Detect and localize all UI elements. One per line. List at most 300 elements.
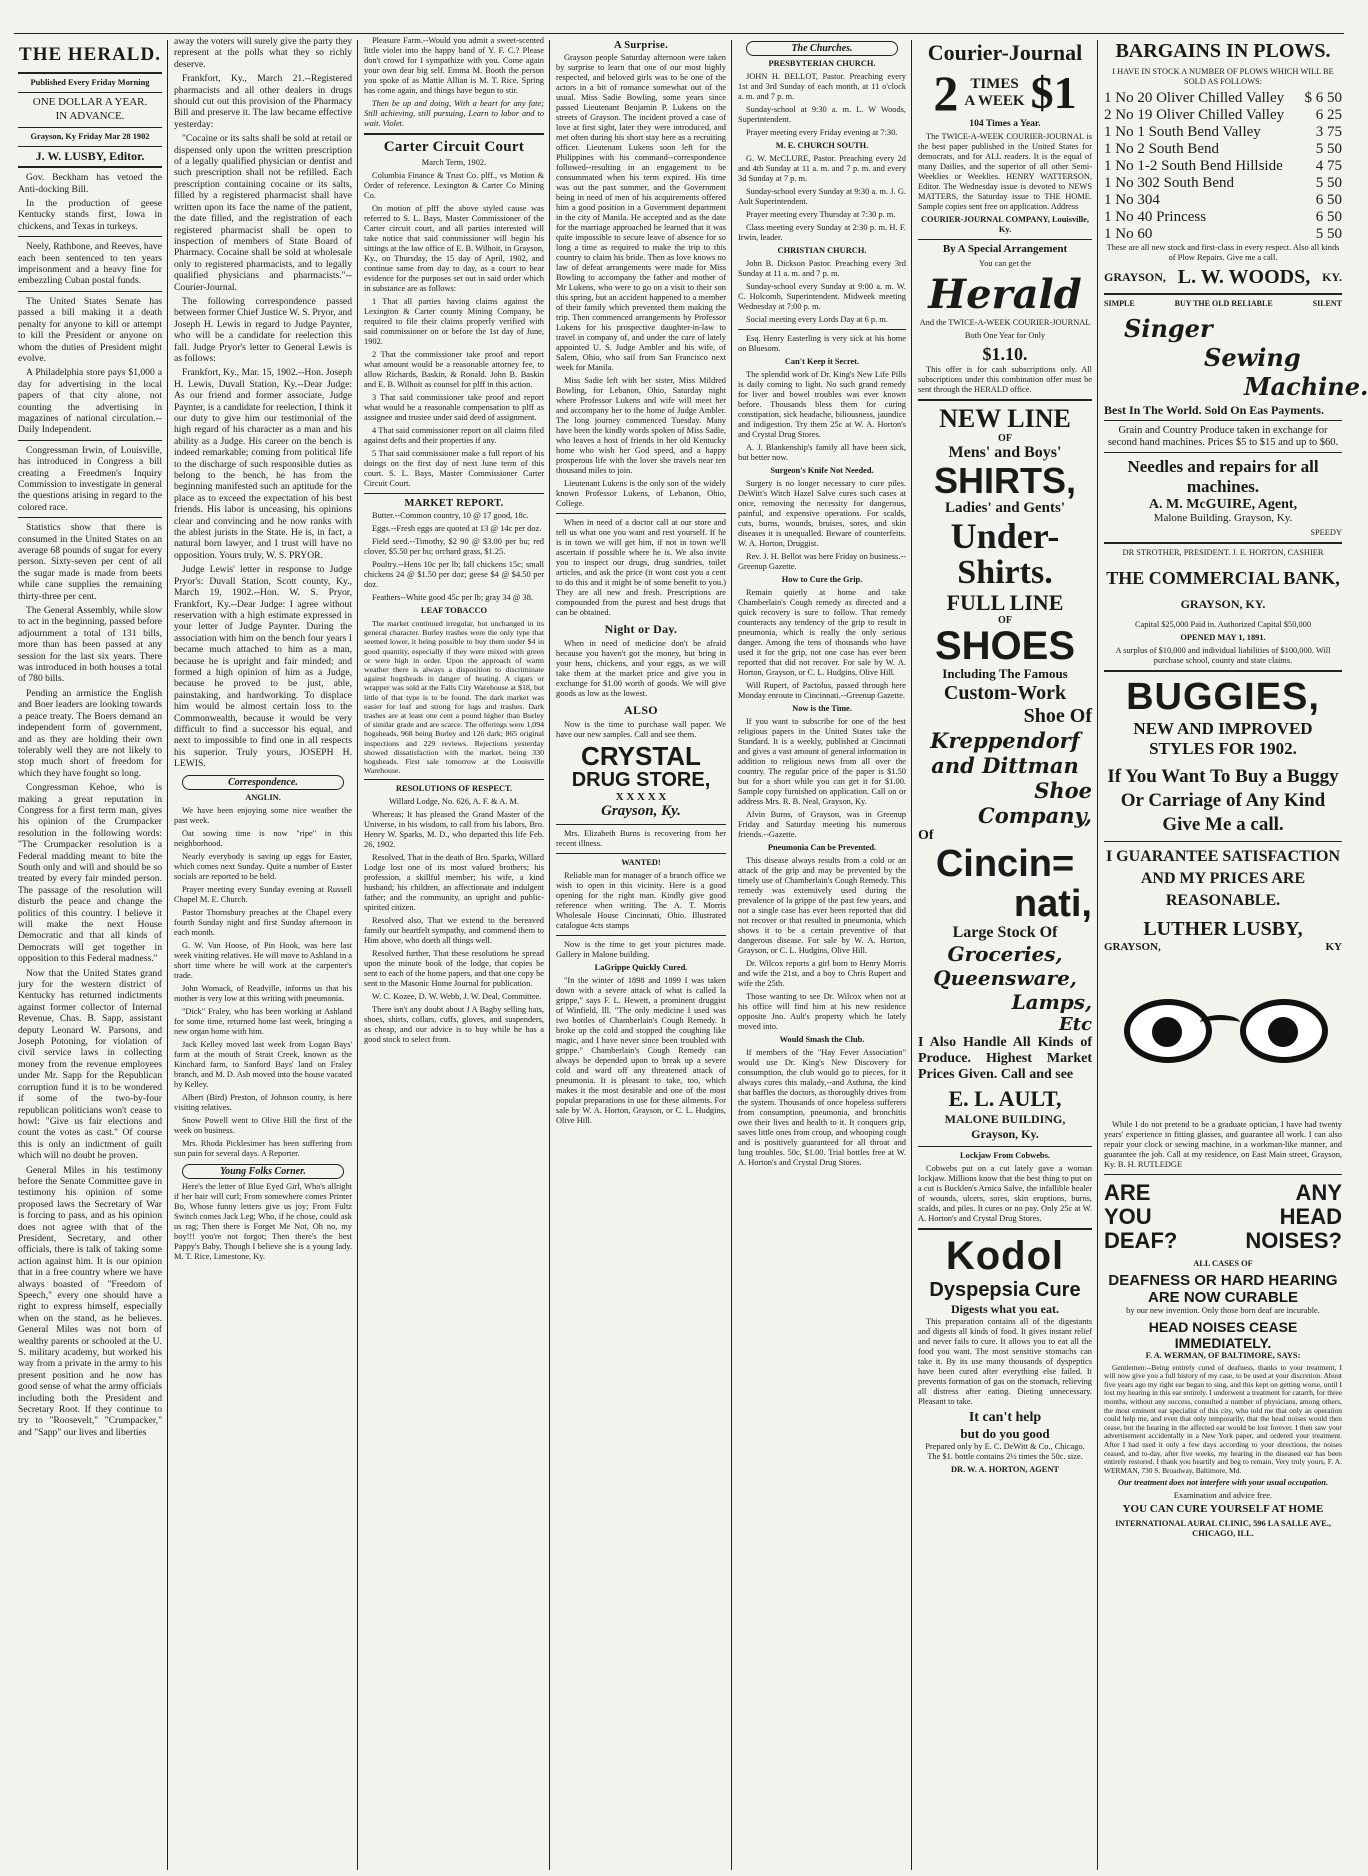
cj-offer <box>918 65 1092 121</box>
news-item: Surgery is no longer necessary to cure piles. DeWitt's Witch Hazel Salve cures such cases at once, removing the necessity for dangerous, painful, and expensive operations. For scalds, cuts, burns, wounds, bruises, sores, and skin diseases it is unequalled. Beware of counterfeits. W. A. Horton, Druggist. <box>738 479 906 548</box>
woods-state: KY. <box>1322 270 1342 284</box>
news-item: Dr. Wilcox reports a girl born to Henry Morris and wife the 21st, and a boy to Chris Rupert and wife the 25th. <box>738 959 906 988</box>
item-heading: Surgeon's Knife Not Needed. <box>770 466 874 475</box>
kreppendorf: Kreppendorf <box>930 727 1080 753</box>
column-1 <box>14 36 166 1870</box>
exam-advice: Examination and advice free. <box>1173 1491 1273 1501</box>
news-item: Gov. Beckham has vetoed the Anti-docking Bill. <box>18 172 162 195</box>
column-rule <box>731 40 732 1870</box>
published-line: Published Every Friday Morning <box>30 78 150 87</box>
column-4 <box>552 36 730 1870</box>
column-7 <box>1100 36 1368 1870</box>
court-term: March Term, 1902. <box>421 158 487 167</box>
divider <box>918 1146 1092 1147</box>
buy-label: BUY THE OLD RELIABLE <box>1174 299 1273 308</box>
plow-name: 1 No 304 <box>1104 192 1160 208</box>
optician-text: While I do not pretend to be a graduate optician, I have had twenty years' experience in fitting glasses, and guarantee all work. I can also repair your clock or sewing machine, in a workman-like manner, and guarantee the job. Call at my residence, on East Main street, Grayson, Ky. B. H. RUTLEDGE <box>1104 1119 1342 1169</box>
drug-store-heading: DRUG STORE, <box>571 769 711 791</box>
bargains-sub: I HAVE IN STOCK A NUMBER OF PLOWS WHICH WILL BE SOLD AS FOLLOWS: <box>1112 67 1334 86</box>
ault-building: MALONE BUILDING, <box>944 1111 1066 1126</box>
news-item: Pending an armistice the English and Boer leaders are looking towards a peace treaty. The Boers demand an independent form of government, and as they are holding their own tolerably well they are not likely to stop much short of freedom for which they have fought so long. <box>18 687 162 779</box>
bank-surplus: A surplus of $10,000 and individual liabilities of $100,000. Will purchase school, county and state claims. <box>1115 645 1331 665</box>
item-heading: How to Cure the Grip. <box>781 575 863 584</box>
church-item: Sunday-school at 9:30 a. m. L. W Woods, Superintendent. <box>738 105 906 124</box>
crystal-city: Grayson, Ky. <box>601 803 681 819</box>
news-item: The United States Senate has passed a bill making it a death penalty for anyone to kill or attempt to kill the President or anyone on whom the duties of President might evolve. <box>18 295 162 364</box>
item-heading: Now is the Time. <box>792 704 852 713</box>
news-item: "Cocaine or its salts shall be sold at retail or dispensed only upon the written prescription of a legally qualified physician or dentist and such prescription shall not be refilled. Each prescription containing cocaine or its salts, filled by a registered pharmacist shall have written upon its face the name of the patient, the date filled, and the registration of each registered pharmacist shall be open to inspection of members of State Board of Pharmacy. Cocaine shall be sold at wholesale only to registered pharmacists, and to legally qualified physicians and pharmacists."--Courier-Journal. <box>174 133 352 293</box>
cj-104: 104 Times a Year. <box>969 118 1041 129</box>
speedy-label: SPEEDY <box>1310 527 1342 537</box>
news-item: When in need of a doctor call at our store and tell us what one you want and rest yourself. If he is in town we will get him, if not in town we'll ascertain if possible where he is. We also invite you to inspect our drugs, drug sundries, toilet articles, and ask the price (it wont cost you a cent to do this and it might be of some benefit to you.) They are all new and fresh. Prescriptions are compounded from the purest and best drugs that can be obtained. <box>556 518 726 617</box>
corr-item: We have been enjoying some nice weather the past week. <box>174 805 352 825</box>
item-heading: Can't Keep it Secret. <box>784 357 860 366</box>
plow-row <box>1104 90 1342 107</box>
church-item: Class meeting every Sunday at 2:30 p. m. H. F. Irwin, leader. <box>738 223 906 242</box>
cj-company: COURIER-JOURNAL COMPANY, Louisville, Ky. <box>921 215 1089 235</box>
news-item: This disease always results from a cold or an attack of the grip and may be prevented by the timely use of Chamberlain's Cough Remedy. This remedy was extensively used during the prevalence of la grippe of the past few years, and not a single case has ever been reported that did not recover or that resulted in pneumonia, which shows it to be a certain preventive of that dangerous disease. For sale by W. A. Horton, Grayson, or C. L. Hudgins, Olive Hill. <box>738 856 906 955</box>
plow-price: 6 50 <box>1315 209 1342 225</box>
shirts2: Shirts. <box>957 553 1053 591</box>
surprise-heading: A Surprise. <box>613 40 669 51</box>
combo-price: $1.10. <box>982 343 1028 364</box>
news-item: Statistics show that there is consumed in the United States on an average 68 pounds of sugar for every person. Sixty-seven per cent of all the sugar made is made from beets while cane supplies the remaining thirty-three per cent. <box>18 522 162 602</box>
head-noises-cease: HEAD NOISES CEASE IMMEDIATELY. <box>1148 1318 1298 1351</box>
divider <box>556 935 726 936</box>
luther-state: KY <box>1325 940 1342 953</box>
lockjaw-heading: Lockjaw From Cobwebs. <box>960 1150 1050 1160</box>
news-item: A Philadelphia store pays $1,000 a day for advertising in the local papers of that city alone, not counting the advertising in magazines of national circulation.--Daily Independent. <box>18 367 162 436</box>
item-heading: Pneumonia Can be Prevented. <box>767 843 877 852</box>
church-heading: M. E. CHURCH SOUTH. <box>775 141 869 150</box>
bank-name: THE COMMERCIAL BANK, <box>1106 567 1340 588</box>
bank-officers: DR STROTHER, PRESIDENT. J. E. HORTON, CASHIER <box>1122 547 1324 557</box>
shoe-word: Shoe <box>1034 777 1092 803</box>
deafness-curable: DEAFNESS OR HARD HEARING ARE NOW CURABLE <box>1108 1271 1338 1306</box>
best-line: Best In The World. Sold On Eas Payments. <box>1104 403 1324 417</box>
plow-price: 6 50 <box>1315 192 1342 208</box>
column-3 <box>360 36 548 1870</box>
market-item: Field seed.--Timothy, $2 90 @ $3.00 per bu; red clover, $5.50 per bu; orchard grass, $1.25. <box>364 537 544 556</box>
news-item: In the production of geese Kentucky stands first, Iowa in chickens, and Texas in turkeys. <box>18 198 162 232</box>
both-one-year: Both One Year for Only <box>964 330 1046 340</box>
news-item: Lieutenant Lukens is the only son of the widely known Professor Lukens, of Lebanon, Ohio, College. <box>556 479 726 508</box>
arrangement: By A Special Arrangement <box>942 243 1068 256</box>
news-item: Now that the United States grand jury for the western district of Kentucky has returned indictments against former collector of Internal Revenue, Chas. B. Sapp, assistant deputy Leonard W. Parsons, and Joseph Potoning, for violation of civil service laws in collecting money from the revenue employees under Mr. Sapp for the Republican corruption fund it is to be wondered if some of the two-by-four republican politicians won't cease to howl: "Give us fair elections and count the votes as cast." Of course this is only an indictment of guilt which will no doubt be proven. <box>18 967 162 1162</box>
divider <box>1104 670 1342 672</box>
divider <box>918 1228 1092 1230</box>
divider <box>18 291 162 292</box>
resolution-item: Resolved also, That we extend to the bereaved family our heartfelt sympathy, and commend them to Him above, who doeth all things well. <box>364 916 544 946</box>
top-rule <box>14 33 1344 34</box>
news-item: Will Rupert, of Pactolus, passed through here Monday enroute to Cincinnati.--Greenup Gazette. <box>738 681 906 700</box>
plow-name: 1 No 40 Princess <box>1104 209 1207 225</box>
cj-text: The TWICE-A-WEEK COURIER-JOURNAL is the best paper published in the United States for democrats, and for ALL readers. It is the equal of many Dailies, and the superior of all other Semi-Weeklies or Weeklies. HENRY WATTERSON, Editor. The Wednesday issue is devoted to NEWS MATTERS, the Saturday issue to THE HOME. Sample copies sent free on application. Address <box>918 132 1092 212</box>
resolutions-heading: RESOLUTIONS OF RESPECT. <box>395 784 513 794</box>
corr-item: Prayer meeting every Sunday evening at Russell Chapel M. E. Church. <box>174 884 352 904</box>
column-2 <box>170 36 356 1870</box>
court-item: 5 That said commissioner make a full report of his doings on the first day of next June term of this court. S. L. Bays, Master Commissioner Carter Circuit Court. <box>364 449 544 488</box>
corr-item: Nearly everybody is saving up eggs for Easter, which comes next Sunday. Quite a number of Easter socials are reported to be held. <box>174 851 352 881</box>
anglin-heading: ANGLIN. <box>245 792 281 802</box>
plow-price: 5 50 <box>1315 141 1342 157</box>
plow-row <box>1104 175 1342 192</box>
news-item: The splendid work of Dr. King's New Life Pills is daily coming to light. No such grand remedy for liver and bowel troubles was ever known before. Thousands bless them for curing constipation, sick headache, biliousness, jaundice and indigestion. Try them 25c at W. A. Horton's and Crystal Drug Stores. <box>738 370 906 439</box>
plow-price: 3 75 <box>1315 124 1342 140</box>
resolution-item: Resolved, That in the death of Bro. Sparks, Willard Lodge lost one of its most valued brothers; his profession, a skillful member; his wife, a kind husband; his children, an affectionate and indulgent father; and the community, an upright and public-spirited citizen. <box>364 853 544 913</box>
bargains-heading: BARGAINS IN PLOWS. <box>1115 40 1331 62</box>
divider <box>18 72 162 74</box>
court-heading: Carter Circuit Court <box>383 139 525 155</box>
corr-item: Snow Powell went to Olive Hill the first of the week on business. <box>174 1115 352 1135</box>
cure-home: YOU CAN CURE YOURSELF AT HOME <box>1122 1503 1324 1516</box>
market-item: Poultry.--Hens 10c per lb; fall chickens 15c; small chickens 24 @ $1.50 per doz; geese $4 @ $4.50 per doz. <box>364 560 544 589</box>
news-item: There isn't any doubt about J A Bagby selling hats, shoes, shirts, collars, cuffs, gloves, and suspenders, as cheap, and our advice is to buy while he has a good stock to select from. <box>364 1005 544 1045</box>
right-eye <box>1268 1017 1298 1047</box>
company-word: Company, <box>977 802 1092 828</box>
church-item: John B. Dickson Pastor. Preaching every 3rd Sunday at 11 a. m. and 7 p. m. <box>738 259 906 278</box>
news-item: Frankfort, Ky., March 21.--Registered pharmacists and all other dealers in drugs should cut out this provision of the Pharmacy Bill and preserve it. The law became effective yesterday: <box>174 73 352 130</box>
court-item: 1 That all parties having claims against the Lexington & Carter county Mining Company, be required to file their claims properly verified with said commissioner on or before the 1st day of June, 1902. <box>364 297 544 346</box>
news-item: Mrs. Elizabeth Burns is recovering from her recent illness. <box>556 829 726 848</box>
deaf-heading <box>1104 1181 1342 1253</box>
shirts: SHIRTS, <box>933 459 1076 501</box>
church-item: Prayer meeting every Thursday at 7:30 p. m. <box>746 210 896 219</box>
dyspepsia-cure: Dyspepsia Cure <box>929 1278 1081 1301</box>
dateline: Grayson, Ky Friday Mar 28 1902 <box>30 131 150 141</box>
crystal-ornament: X X X X X <box>615 791 667 803</box>
church-item: Prayer meeting every Friday evening at 7:30. <box>746 128 898 137</box>
herald-script: Herald <box>928 270 1082 318</box>
news-item: Neely, Rathbone, and Reeves, have each been sentenced to ten years imprisonment and a heavy fine for embezzling Cuban postal funds. <box>18 241 162 287</box>
divider <box>738 329 906 330</box>
divider <box>364 493 544 494</box>
including: Including The Famous <box>942 665 1068 681</box>
get-the: You can get the <box>979 258 1031 268</box>
leaf-tobacco-heading: LEAF TOBACCO <box>420 606 488 615</box>
groceries: Groceries, <box>947 941 1063 966</box>
column-rule <box>549 40 550 1870</box>
sewing-word: Sewing <box>1204 343 1301 372</box>
news-item: If members of the "Hay Fever Association" would use Dr. King's New Discovery for consumption, the club would go to pieces, for it always cures this malady,--and Asthma, the kind that baffles the doctors, as thoroughly drives from the system. Thousands of once hopeless sufferers from consumption, pneumonia, and bronchitis owe their lives and health to it. It conquers grip, saves little ones from croup, and whooping cough and is positively guaranteed for all throat and lung troubles. 50c, $1.00. Trial bottles free at W. A. Horton's and Crystal Drug Stores. <box>738 1048 906 1167</box>
market-item: Eggs.--Fresh eggs are quoted at 13 @ 14c per doz. <box>372 524 542 533</box>
new-invention: by our new invention. Only those born deaf are incurable. <box>1126 1305 1320 1315</box>
night-or-day-heading: Night or Day. <box>604 622 678 636</box>
item-heading: Would Smash the Club. <box>779 1035 865 1044</box>
woods-line <box>1104 266 1342 289</box>
woods-name: L. W. WOODS, <box>1177 266 1311 288</box>
buggy-line-1: If You Want To Buy a Buggy <box>1107 765 1339 787</box>
news-item: Grayson people Saturday afternoon were taken by surprise to learn that one of our most highly respected, and beloved girls was to be one of the actors in a bit of romance somewhat out of the usual. Miss Sadie Bowling, some years since passed Lieutenant Benjamin P. Lukens on the streets of Grayson. The incident proved a case of love at first sight, later they were introduced, and met often during his short stay here as a recruiting officer. Lieutenant Lukens soon left for the Philippines with his command--correspondence followed--resulting in an engagement to be consummated when his term expired. His time was out the past summer, and the Government being in need of men of his acquirements offered him a good position in a Government department in the city of Manila. He accepted and as the date for the marriage approached he learned that it was quite impossible to secure leave of absence for so long a time as required to make the trip to this country to claim his bride. Then as love knows no law of defeat arrangements were made for Miss Bowling to accompany the father and mother of Mr Lukens, who were to go on a visit to their son this spring, but an accident happened to a member of their family which prevented them making the trip. Then commenced arrangements by Professor Lukens for his prospective daughter-in-law to travel in company of, and under the care of lately appointed U. S. Judge Ambler and his wife, of Salem, Ohio, who sail from San Francisco next week for Manila. <box>556 53 726 372</box>
left-eye <box>1152 1017 1182 1047</box>
divider <box>364 779 544 780</box>
nati: nati, <box>1013 882 1092 925</box>
news-item: Now is the time to get your pictures made. Gallery in Malone building. <box>556 940 726 959</box>
clinic-address: INTERNATIONAL AURAL CLINIC, 596 LA SALLE AVE., CHICAGO, ILL. <box>1115 1518 1331 1538</box>
column-rule <box>911 40 912 1870</box>
divider <box>18 127 162 128</box>
crystal-heading: CRYSTAL <box>581 741 701 771</box>
church-item: Sunday-school every Sunday at 9:30 a. m. J. G. Ault Superintendent. <box>738 187 906 206</box>
under: Under- <box>950 515 1060 556</box>
corr-item: Pastor Thornsbury preaches at the Chapel every fourth Sunday night and first Sunday afternoon in each month. <box>174 907 352 937</box>
all-cases: ALL CASES OF <box>1193 1258 1253 1268</box>
divider <box>18 92 162 93</box>
corr-item: Mrs. Rhoda Picklesimer has been suffering from sun pain for several days. A Reporter. <box>174 1138 352 1158</box>
and-the: And the TWICE-A-WEEK COURIER-JOURNAL <box>919 317 1091 327</box>
divider <box>556 853 726 854</box>
wanted-heading: WANTED! <box>621 858 661 867</box>
full-line: FULL LINE <box>946 589 1064 615</box>
night-or-day-text: When in need of medicine don't be afraid because you haven't got the money, but bring in your hens, chickens, and your eggs, as we will take them at the market price and give you in exchange for $1.00 worth of goods. We will give goods as low as the lowest. <box>556 639 726 698</box>
news-item: Miss Sadie left with her sister, Miss Mildred Bowling, for Lebanon, Ohio, Saturday night where Professor Lukens and wife will meet her and accompany her to the home of Judge Ambler. The long journey commenced Tuesday. Many have been the kindly words spoken of Miss Sadie, who leaves a host of friends in her old Kentucky home who wish her God speed, and a happy prosperous life with the lover she travels near ten thousand miles to join. <box>556 376 726 475</box>
divider <box>18 146 162 147</box>
plow-row <box>1104 209 1342 226</box>
digests: Digests what you eat. <box>951 1301 1059 1316</box>
corr-item: Jack Kelley moved last week from Logan Bays' farm at the mouth of Strait Creek, known as the Kinchard farm, to Sanford Bays' land on Fraley branch, and M. D. Ash moved into the house vacated by Kelley. <box>174 1039 352 1089</box>
horton-agent: DR. W. A. HORTON, AGENT <box>951 1464 1059 1474</box>
advance-line: IN ADVANCE. <box>55 110 125 123</box>
resolution-item: W. C. Kozee, D. W. Webb, J. W. Deal, Committee. <box>372 992 542 1002</box>
lamps: Lamps, <box>1011 989 1092 1014</box>
news-item: Judge Lewis' letter in response to Judge Pryor's: Duvall Station, Scott county, Ky., March 19, 1902.--Hon. W. S. Pryor, Frankfort, Ky.--Dear Judge: I agree without reservation with a high estimate expressed in your letter of Judge Paynter. During the association with him on the bench four years I became much attached to him as a man, because he is upright and fair minded; and formed a high opinion of him as a Judge, because he proved to be just, able, painstaking, and hardworking. To displace him would be almost certain loss to the Commonwealth, because it would be very difficult to find a successor his equal, and next to impossible to find one in all respects his superior. Truly yours, JOSEPH H. LEWIS. <box>174 564 352 770</box>
lagrippe-heading: LaGrippe Quickly Cured. <box>594 963 688 972</box>
news-item: Frankfort, Ky., Mar. 15, 1902.--Hon. Joseph H. Lewis, Duvall Station, Ky.--Dear Judge: As our friend and former associate, Judge Paynter, is a candidate for reelection, I think it our duty to give him our testimonial of the high regard of his character as a man and his ability as a Judge. His career on the bench is indeed remarkable; coming from political life to the discharge of such responsible duties as belong to the bench, he has from the beginning manifested such an aptitude for the place as to exceed the expectation of his best friends. His labor is unceasing, his opinions clear and convincing and he now ranks with the ablest jurists in the State. He is, in fact, a natural born lawyer, and I trust will have no opposition. Yours truly, W. S. PRYOR. <box>174 367 352 561</box>
mens-boys: Mens' and Boys' <box>948 443 1062 461</box>
mcguire-name: A. M. McGUIRE, Agent, <box>1148 497 1298 513</box>
divider <box>1104 420 1342 421</box>
divider <box>1104 841 1342 842</box>
but-do: but do you good <box>960 1425 1050 1441</box>
plow-name: 1 No 60 <box>1104 226 1153 242</box>
of-word: OF <box>998 432 1012 444</box>
plow-row <box>1104 107 1342 124</box>
also-heading: ALSO <box>624 703 658 717</box>
news-item: Congressman Kehoe, who is making a great reputation in Congress for a first term man, gives his opinion of the Crumpacker resolution in the following words: "The Crumpacker resolution is a Federal madding meant to bite the South only and will and should be so treated by every fair minded person. The passage of the resolution will disturb the peace and change the politics of this country. I believe it will make the next House Democratic and that all kinds of Democrats will get together in opposition to this Federal madness." <box>18 782 162 965</box>
divider <box>1104 452 1342 453</box>
also-text: Now is the time to purchase wall paper. We have our new samples. Call and see them. <box>556 720 726 739</box>
corr-item: Oat sowing time is now "ripe" in this neighborhood. <box>174 828 352 848</box>
spectacles-illustration <box>1104 959 1342 1114</box>
large-stock: Large Stock Of <box>952 923 1058 941</box>
resolution-item: Resolved further, That these resolutions be spread upon the minute book of the lodge, that copies be sent to each of the home papers, and that one copy be sent to the Masonic Home Journal for publication. <box>364 949 544 989</box>
news-item: away the voters will surely give the party they represent at the polls what they so richly deserve. <box>174 36 352 70</box>
corr-item: "Dick" Fraley, who has been working at Ashland for some time, returned home last week, bringing a new organ home with him. <box>174 1006 352 1036</box>
church-item: Sunday-school every Sunday at 9:00 a. m. W. C. Holcomb, Superintendent. Midweek meeting Wednesday at 7:00 p. m. <box>738 282 906 311</box>
news-item: Remain quietly at home and take Chamberlain's Cough remedy as directed and a quick recovery is sure to follow. That remedy counteracts any tendency of the grip to result in pneumonia, which is really the only serious danger. Among the tens of thousands who have used it for the grip, not one case has ever been reported that did not recover. For sale by W. A. Horton, Grayson, or C. L. Hudgins, Olive Hill. <box>738 588 906 677</box>
of-word: OF <box>998 614 1012 626</box>
divider <box>18 166 162 168</box>
ault-city: Grayson, Ky. <box>971 1126 1039 1141</box>
divider <box>918 239 1092 240</box>
courier-journal-title: Courier-Journal <box>927 40 1083 65</box>
lagrippe-text: "In the winter of 1898 and 1899 I was taken down with a severe attack of what is called la grippe," says F. L. Hewett, a prominent druggist of Winfield, Ill. "The only medicine I used was two bottles of Chamberlain's Cough Remedy. It broke up the cold and stopped the coughing like magic, and I have never since been troubled with grippe." Chamberlain's Cough Remedy can always be depended upon to break up a severe cold and ward off any threatened attack of pneumonia. It is pleasant to take, too, which makes it the most desirable and one of the most popular preparations in use for these ailments. For sale by W. A. Horton, Grayson, or C. L. Hudgins, Olive Hill. <box>556 976 726 1125</box>
news-item: The following correspondence passed between former Chief Justice W. S. Pryor, and Joseph H. Lewis in regard to Judge Paynter, who will be a candidate for reelection this fall. Judge Pryor's letter to General Lewis is as follows: <box>174 295 352 364</box>
right-lens <box>1240 999 1328 1063</box>
of-word: Of <box>918 827 934 843</box>
plow-name: 1 No 302 South Bend <box>1104 175 1235 191</box>
divider <box>556 513 726 514</box>
new-line: NEW LINE <box>939 403 1071 433</box>
plow-price: 4 75 <box>1315 158 1342 174</box>
leaf-tobacco-text: The market continued irregular, but unchanged in its general character. Burley trashes were the only type that seemed lower, it being possible to buy them under $4 in good quantity, especially if they were mixed with green or were high in order. Upon the approach of warm weather there is always a disposition to discriminate against hogsheads in danger of heating. A cigars or wrapper was sold at the Falls City Warehouse at $18, but little of that type is to be found. The dark market was easier for leaf and strong for lugs and trashes. Dark trashes are at least one cent a pound higher than Burley of similar grade and are scarce. The offerings were 1,094 hogsheads, 968 being Burley and 126 dark; 865 original inspections and 229 reviews. Rejections yesterday showed dissatisfaction with the market, being 330 hogsheads. First sale tomorrow at the Louisville Warehouse. <box>364 619 544 776</box>
divider <box>556 824 726 825</box>
divider <box>364 133 544 135</box>
buggies-heading: BUGGIES, <box>1126 675 1320 718</box>
guarantee: I GUARANTEE SATISFACTION AND MY PRICES ARE REASONABLE. <box>1105 847 1341 909</box>
divider <box>18 517 162 518</box>
news-item: Rev. J. H. Bellot was here Friday on business.--Greenup Gazette. <box>738 552 906 571</box>
church-heading: PRESBYTERIAN CHURCH. <box>768 59 876 68</box>
buggy-line-2: Or Carriage of Any Kind <box>1120 789 1326 811</box>
cj-times-block <box>964 76 1024 110</box>
church-heading: CHRISTIAN CHURCH. <box>777 246 867 255</box>
bank-opened: OPENED MAY 1, 1891. <box>1180 632 1266 642</box>
resolution-item: Whereas; It has pleased the Grand Master of the Universe, in his wisdom, to call from his labors, Bro. Henry W. Sparks, M. D., who departed this life Feb. 26, 1902. <box>364 810 544 850</box>
news-item: Those wanting to see Dr. Wilcox when not at his office will find him at his new residence opposite Jno. Ault's property which he lately moved into. <box>738 992 906 1031</box>
are-you-deaf: ARE YOU DEAF? <box>1104 1179 1178 1253</box>
lockjaw-text: Cobwebs put on a cut lately gave a woman lockjaw. Millions know that the best thing to put on a cut is Bucklen's Arnica Salve, the infallible healer of wounds, ulcers, sores, skin eruptions, burns, scalds, and piles. It cures or no pay. Only 25c at W. A. Horton's and Crystal Drug Stores. <box>918 1163 1092 1223</box>
cj-two: 2 <box>933 65 959 121</box>
plow-name: 1 No 2 South Bend <box>1104 141 1220 157</box>
singer-word: Singer <box>1124 314 1213 343</box>
silent-label: SILENT <box>1312 299 1342 308</box>
wanted-text: Reliable man for manager of a branch office we wish to open in this vicinity. Here is a good opening for the right man. Kindly give good reference when writing. The A. T. Morris Wholesale House Cincinnati, Ohio. Illustrated catalogue 4cts stamps <box>556 871 726 930</box>
plow-price: 5 50 <box>1315 175 1342 191</box>
court-item: 2 That the commissioner take proof and report what amount would be a reasonable attorney fee, to allow Richards, Baskin, & Ronald. John B. Baskin and E. B. Wilhoit as counsel for plff in this action. <box>364 350 544 389</box>
luther-city: GRAYSON, <box>1104 940 1161 953</box>
cj-times: TIMES <box>970 76 1019 92</box>
plow-list <box>1104 90 1342 243</box>
kodol-co: Prepared only by E. C. DeWitt & Co., Chicago. The $1. bottle contains 2½ times the 50c. size. <box>925 1441 1085 1461</box>
ladies-gents: Ladies' and Gents' <box>944 499 1066 516</box>
plow-price: 5 50 <box>1315 226 1342 242</box>
divider <box>18 236 162 237</box>
produce-text: I Also Handle All Kinds of Produce. Highest Market Prices Given. Call and see <box>918 1034 1092 1082</box>
price-line: ONE DOLLAR A YEAR. <box>32 96 148 108</box>
market-heading: MARKET REPORT. <box>404 498 504 509</box>
column-rule <box>357 40 358 1870</box>
divider <box>918 399 1092 401</box>
any-head-noises: ANY HEAD NOISES? <box>1245 1179 1342 1253</box>
news-item: General Miles in his testimony before the Senate Committee gave in testimony his opinion of some proposed laws the Secretary of War is forcing to pass, and as his opinion does not agree with that of the President, Secretary, and other officials, there is talk of taking some action against him. It is our opinion that in a free country where we have always boasted of "Freedom of Speech," every one should have a right to express himself, especially when on the stand, as he believes. General Miles was not born of wealthy parents or schooled at the U. S. military academy, but worked his way from a private in the army to his present position and he now has good sense of what the army officials including both the President and Secretary Root. If they continue to try to "Roosevelt," "Crumpacker," and "Sapp" our lives and liberties <box>18 1164 162 1438</box>
divider <box>1104 1174 1342 1175</box>
woods-city: GRAYSON, <box>1104 270 1166 284</box>
news-item: Congressman Irwin, of Louisville, has introduced in Congress a bill creating a Freedmen's Inquiry Commission to investigate in general the questions arising in regard to the colored race. <box>18 444 162 513</box>
news-item: Alvin Burns, of Grayson, was in Greenup Friday and Saturday meeting his numerous friends.--Gazette. <box>738 810 906 839</box>
dittman: and Dittman <box>931 752 1079 778</box>
divider <box>1104 542 1342 544</box>
young-folks-heading: Young Folks Corner. <box>182 1164 344 1179</box>
bank-capital: Capital $25,000 Paid in. Authorized Capital $50,000 <box>1134 619 1312 629</box>
grain-line: Grain and Country Produce taken in exchange for second hand machines. Prices $5 to $15 and up to $60. <box>1107 425 1339 448</box>
court-item: 4 That said commissioner report on all claims filed against defts and their properties if any. <box>364 426 544 445</box>
column-rule <box>1097 40 1098 1870</box>
plow-name: 1 No 20 Oliver Chilled Valley <box>1104 90 1285 106</box>
bank-city: GRAYSON, KY. <box>1180 596 1266 611</box>
plow-row <box>1104 158 1342 175</box>
combo-note: This offer is for cash subscriptions only. All subscriptions under this combination offer must be sent through the HERALD office. <box>918 364 1092 394</box>
plow-row <box>1104 192 1342 209</box>
new-improved: NEW AND IMPROVED STYLES FOR 1902. <box>1133 718 1313 758</box>
resolutions-sub: Willard Lodge, No. 626, A. F. & A. M. <box>389 797 519 807</box>
luther-city-line <box>1104 941 1342 953</box>
church-item: JOHN H. BELLOT, Pastor. Preaching every 1st and 3rd Sunday of each month, at 11 o'clock a. m. and 7 p. m. <box>738 72 906 101</box>
queensware: Queensware, <box>933 965 1077 990</box>
plows-note: These are all new stock and first-class in every respect. Also all kinds of Plow Repairs. Give me a call. <box>1106 243 1340 262</box>
divider <box>1104 293 1342 295</box>
testimonial: Gentlemen:--Being entirely cured of deafness, thanks to your treatment, I will now give you a full history of my case, to be used at your discretion. About five years ago my right ear began to sing, and this kept on getting worse, until I lost my hearing in this ear entirely. I underwent a treatment for catarrh, for three months, without any success, consulted a number of physicians, among others, the most eminent ear specialist of this city, who told me that only an operation could help me, and even that only temporarily, that the head noises would then cease, but the hearing in the affected ear would be lost forever. I then saw your advertisement accidentally in a New York paper, and ordered your treatment. After I had used it only a few days according to your directions, the noises ceased, and to-day, after five weeks, my hearing in the diseased ear has been entirely restored. I thank you heartily and beg to remain, Very truly yours, F. A. WERMAN, 730 S. Broadway, Baltimore, Md. <box>1104 1362 1342 1475</box>
market-item: Butter.--Common country, 10 @ 17 good, 18c. <box>372 511 529 520</box>
custom-work: Custom-Work <box>943 681 1067 704</box>
machine-word: Machine. <box>1244 372 1368 401</box>
news-item: Pleasure Farm.--Would you admit a sweet-scented little violet into the happy band of Y. F. C.? Please don't crowd for I sympathize with you. Come again your own dear big self. Emma M. Booth the person you spoke of as Mattie Allian is M. T. Rice. Spring has come again, and things have begun to stir. <box>364 36 544 95</box>
court-item: Columbia Finance & Trust Co. plff., vs Motion & Order of reference. Lexington & Carter Co Mining Co. <box>364 171 544 200</box>
church-item: Social meeting every Lords Day at 6 p. m. <box>746 315 888 324</box>
court-item: On motion of plff the above styled cause was referred to S. L. Bays, Master Commissioner of the Carter circuit court, and all parties interested will take notice that said commissioner will begin his sittings at the law office of E. B. Wilhoit, in Grayson, Ky., on Thursday, the 15 day of April, 1902, and continue same from day to day, as a court to hear evidence for the purposes set out in said order which in substance are as follows: <box>364 204 544 293</box>
our-treatment: Our treatment does not interfere with your usual occupation. <box>1117 1478 1329 1488</box>
market-item: Feathers--White good 45c per lb; gray 34 @ 38. <box>372 593 533 602</box>
corr-item: Albert (Bird) Preston, of Johnson county, is here visiting relatives. <box>174 1092 352 1112</box>
shoe-of: Shoe Of <box>1023 704 1092 727</box>
plow-price: 6 25 <box>1315 107 1342 123</box>
plow-row <box>1104 124 1342 141</box>
poem: Then be up and doing, With a heart for any fate; Still achieving, still pursuing, Learn to labor and to wait. Violet. <box>364 99 544 128</box>
ault-name: E. L. AULT, <box>948 1085 1062 1111</box>
young-folks-item: Here's the letter of Blue Eyed Girl, Who's allright if her hair will curl; From somewhere comes Printer Bo, Whose funny letters give us joy; From Fultz Switch comes Jack Leg; Who, if he chose, could ask us rag; Then there is Forget Me Not, Oh no, my boy!!! you're not forgot; Then there's the best Pappy's Baby, Though I believe she is a young lady. M. T. Rice, Limestone, Ky. <box>174 1181 352 1261</box>
news-item: The General Assembly, while slow to act in the beginning, passed before adjournment a total of 131 bills, more than has been passed at any session for the last six years. There was introduced in both houses a total of 780 bills. <box>18 605 162 685</box>
kodol-text: This preparation contains all of the digestants and digests all kinds of food. It gives instant relief and never fails to cure. It allows you to eat all the food you want. The most sensitive stomachs can take it. By its use many thousands of dyspeptics have been cured after everything else failed. It prevents formation of gas on the stomach, relieving all distress after eating. Dieting unnecessary. Pleasant to take. <box>918 1316 1092 1406</box>
news-item: A. J. Blankenship's family all have been sick, but better now. <box>738 443 906 462</box>
cj-price: $1 <box>1030 67 1077 118</box>
column-rule <box>167 40 168 1870</box>
etc: Etc <box>1059 1013 1092 1035</box>
left-lens <box>1124 999 1212 1063</box>
masthead-title: THE HERALD. <box>19 44 161 65</box>
plow-name: 2 No 19 Oliver Chilled Valley <box>1104 107 1285 123</box>
corr-item: G. W. Van Hoose, of Pin Hook, was here last week visiting relatives. He will move to Ashland in a short time where he will work at the carpenter's trade. <box>174 940 352 980</box>
simple-label: SIMPLE <box>1104 299 1135 308</box>
shoes: SHOES <box>934 623 1076 668</box>
singer-topline <box>1104 299 1342 308</box>
spectacles-bridge <box>1200 1015 1240 1030</box>
cj-week: A WEEK <box>964 93 1025 109</box>
plow-name: 1 No 1-2 South Bend Hillside <box>1104 158 1283 174</box>
wermam: F. A. WERMAN, OF BALTIMORE, SAYS: <box>1145 1350 1301 1360</box>
buggy-line-3: Give Me a call. <box>1162 813 1284 835</box>
plow-name: 1 No 1 South Bend Valley <box>1104 124 1261 140</box>
church-item: G. W. McCLURE, Pastor. Preaching every 2d and 4th Sunday at 11 a. m. and 7 p. m. and every 3d Sunday at 7 p. m. <box>738 154 906 183</box>
plow-row <box>1104 226 1342 243</box>
cant-help: It can't help <box>968 1409 1042 1425</box>
court-item: 3 That said commissioner take proof and report what would be a reasonable compensation to plff as assignee and trustee under said deed of assignment. <box>364 393 544 422</box>
plow-row <box>1104 141 1342 158</box>
mcguire-address: Malone Building. Grayson, Ky. <box>1153 512 1293 525</box>
plow-price: $ 6 50 <box>1304 90 1342 106</box>
luther-lusby: LUTHER LUSBY, <box>1143 917 1303 940</box>
cincin: Cincin= <box>935 842 1075 885</box>
corr-item: John Womack, of Readville, informs us that his mother is very low at this writing with pneumonia. <box>174 983 352 1003</box>
news-item: Esq. Henry Easterling is very sick at his home on Bluesom. <box>738 334 906 353</box>
editor-line: J. W. LUSBY, Editor. <box>35 148 145 163</box>
correspondence-heading: Correspondence. <box>182 775 344 790</box>
column-6 <box>914 36 1096 1870</box>
column-5 <box>734 36 910 1870</box>
churches-heading: The Churches. <box>746 41 898 56</box>
kodol-logo: Kodol <box>945 1233 1065 1278</box>
needles-line: Needles and repairs for all machines. <box>1127 457 1319 497</box>
divider <box>18 440 162 441</box>
